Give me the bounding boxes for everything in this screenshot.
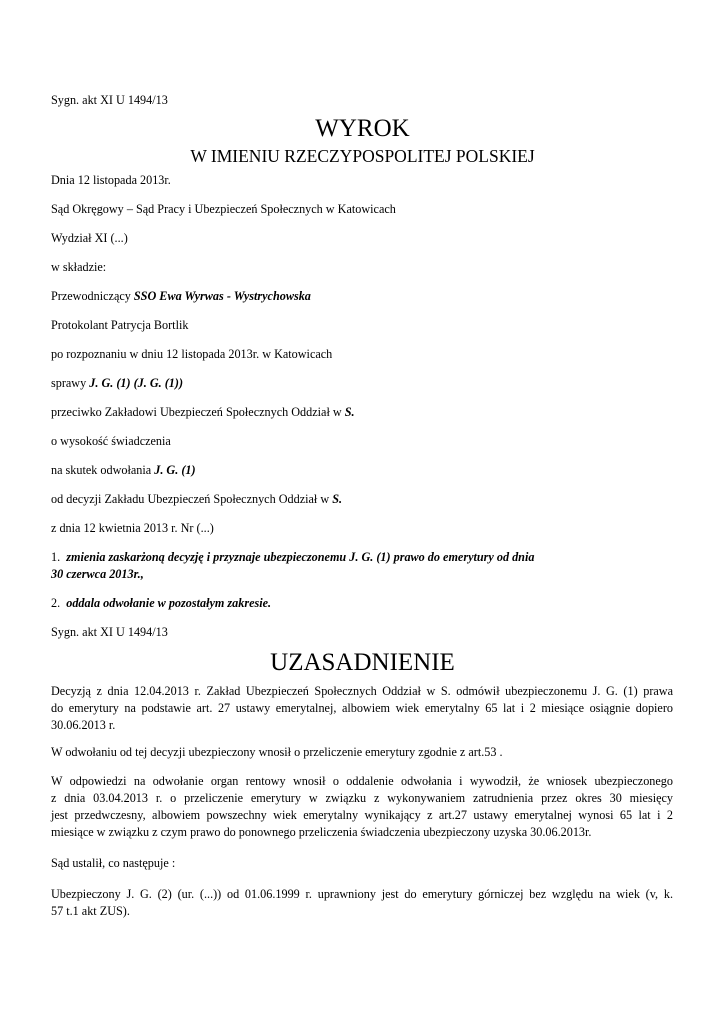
appeal-line xyxy=(51,463,196,478)
clerk-line: Protokolant Patrycja Bortlik xyxy=(51,318,189,332)
verdict-title: WYROK xyxy=(315,115,410,142)
p1-line-1: Decyzją z dnia 12.04.2013 r. Zakład Ubezpieczeń Społecznych Oddział w S. odmówił ubezpieczonemu J. G. (1) prawa xyxy=(51,684,673,698)
point-2-number: 2. xyxy=(51,596,61,610)
against-line xyxy=(51,405,355,420)
p3-line-1: W odpowiedzi na odwołanie organ rentowy wnosił o oddalenie odwołania i wywodził, że wniosek ubezpieczonego xyxy=(51,774,673,788)
p5-line-2: 57 t.1 akt ZUS). xyxy=(51,904,130,918)
case-party: J. G. (1) (J. G. (1)) xyxy=(89,376,184,390)
verdict-point-2 xyxy=(51,596,271,611)
justification-paragraph-4: Sąd ustalił, co następuje : xyxy=(51,856,176,870)
point-1-number: 1. xyxy=(51,550,61,564)
p3-line-2: z dnia 03.04.2013 r. o przeliczenie emerytury w związku z wykonywaniem zatrudnienia przez okres 30 miesięcy xyxy=(51,791,673,805)
decision-date-line: z dnia 12 kwietnia 2013 r. Nr (...) xyxy=(51,521,214,535)
justification-paragraph-2: W odwołaniu od tej decyzji ubezpieczony wnosił o przeliczenie emerytury zgodnie z art.53 . xyxy=(51,745,503,759)
decision-city: S. xyxy=(332,492,343,506)
case-label: sprawy xyxy=(51,376,90,390)
p3-line-3: jest przedwczesny, albowiem powszechny wiek emerytalny wynikający z art.27 ustawy emerytalnej wynosi 65 lat i 2 xyxy=(51,808,673,822)
verdict-subtitle: W IMIENIU RZECZYPOSPOLITEJ POLSKIEJ xyxy=(190,146,535,166)
p1-line-2: do emerytury na podstawie art. 27 ustawy emerytalnej, albowiem wiek emerytalny 65 lat i 2 miesiące osiągnie dopiero xyxy=(51,701,673,715)
case-line xyxy=(51,376,183,391)
composition-label: w składzie: xyxy=(51,260,107,274)
justification-paragraph-5 xyxy=(51,886,673,920)
point-1-text: zmienia zaskarżoną decyzję i przyznaje ubezpieczonemu J. G. (1) prawo do emerytury od dnia xyxy=(66,550,535,564)
point-1-continuation: 30 czerwca 2013r., xyxy=(51,567,144,581)
p1-line-3: 30.06.2013 r. xyxy=(51,718,116,732)
verdict-date: Dnia 12 listopada 2013r. xyxy=(51,173,171,187)
court-name: Sąd Okręgowy – Sąd Pracy i Ubezpieczeń Społecznych w Katowicach xyxy=(51,202,396,216)
chair-label: Przewodniczący xyxy=(51,289,134,303)
chair-line xyxy=(51,289,311,304)
subject-line: o wysokość świadczenia xyxy=(51,434,171,448)
p3-line-4: miesiące w związku z czym prawo do ponownego przeliczenia świadczenia ubezpieczony uzyska 30.06.2013r. xyxy=(51,825,592,839)
point-2-text: oddala odwołanie w pozostałym zakresie. xyxy=(66,596,272,610)
appeal-label: na skutek odwołania xyxy=(51,463,155,477)
appeal-party: J. G. (1) xyxy=(154,463,196,477)
case-number-top: Sygn. akt XI U 1494/13 xyxy=(51,93,168,107)
p5-line-1: Ubezpieczony J. G. (2) (ur. (...)) od 01.06.1999 r. uprawniony jest do emerytury górniczej bez względu na wiek (v, k. xyxy=(51,887,673,901)
verdict-point-1 xyxy=(51,550,534,565)
decision-text: od decyzji Zakładu Ubezpieczeń Społecznych Oddział w xyxy=(51,492,333,506)
justification-paragraph-3 xyxy=(51,773,673,841)
against-text: przeciwko Zakładowi Ubezpieczeń Społecznych Oddział w xyxy=(51,405,345,419)
hearing-line: po rozpoznaniu w dniu 12 listopada 2013r. w Katowicach xyxy=(51,347,333,361)
court-division: Wydział XI (...) xyxy=(51,231,128,245)
against-city: S. xyxy=(344,405,355,419)
chair-name: SSO Ewa Wyrwas - Wystrychowska xyxy=(133,289,311,303)
case-number-justification: Sygn. akt XI U 1494/13 xyxy=(51,625,168,639)
justification-paragraph-1 xyxy=(51,683,673,734)
justification-title: UZASADNIENIE xyxy=(270,649,455,676)
decision-line xyxy=(51,492,342,507)
